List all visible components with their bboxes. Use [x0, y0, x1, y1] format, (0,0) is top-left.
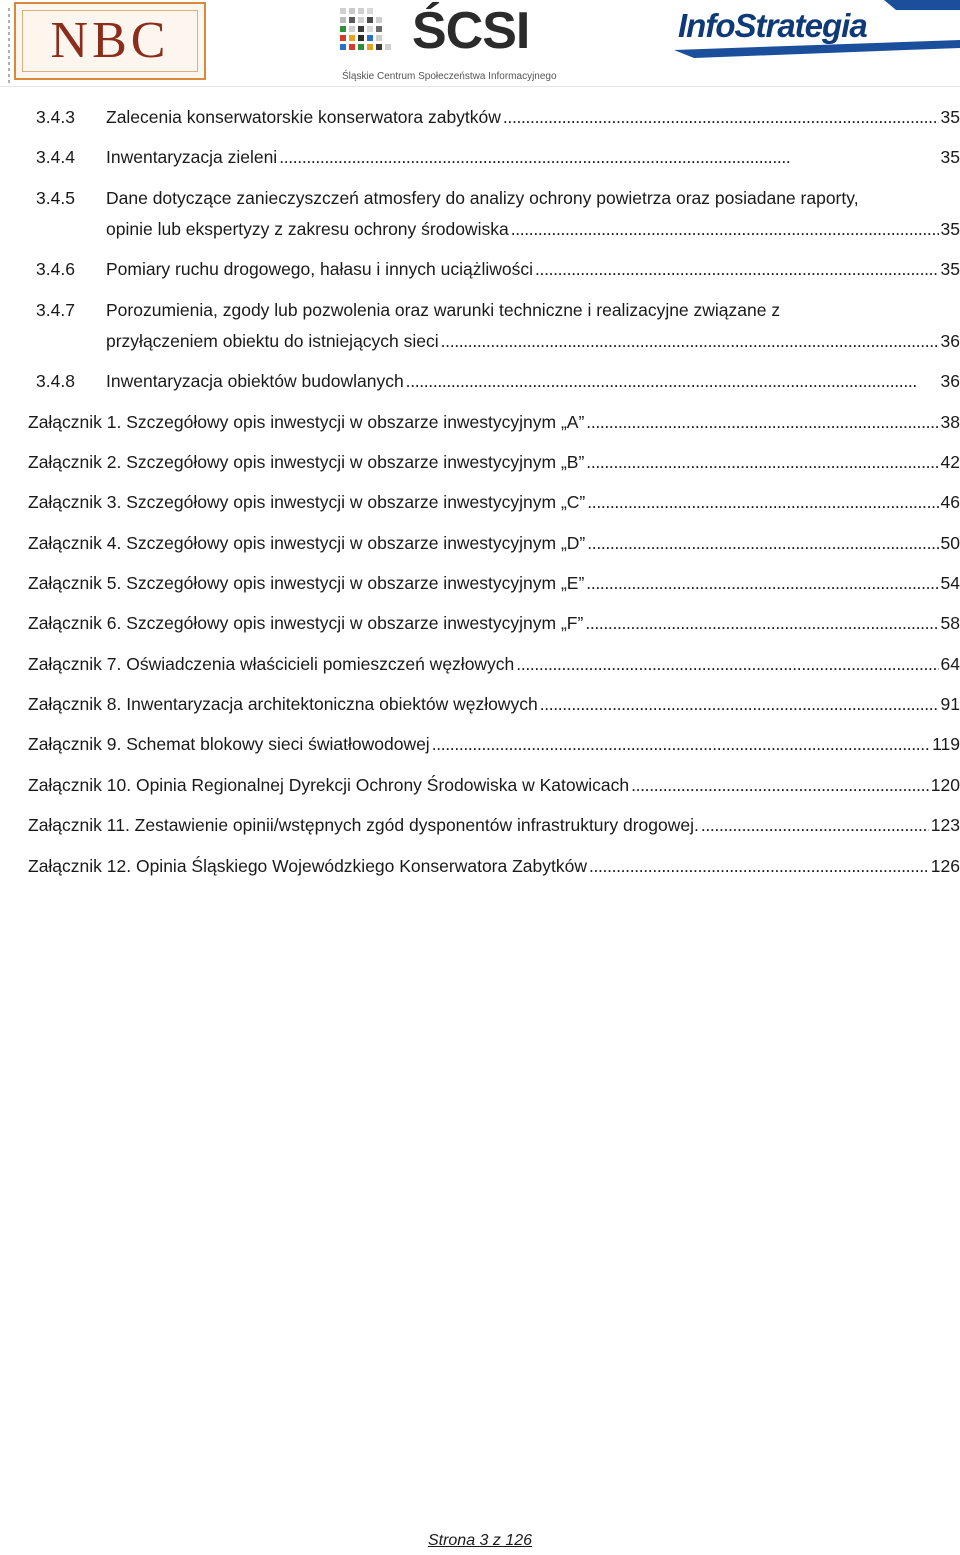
scsi-logo	[340, 4, 580, 86]
toc-leader-dots	[586, 407, 938, 438]
toc-entry-title: Pomiary ruchu drogowego, hałasu i innych uciążliwości	[106, 259, 534, 279]
scsi-logo-text: ŚCSI	[412, 2, 530, 60]
toc-annex-title: Załącznik 6. Szczegółowy opis inwestycji w obszarze inwestycyjnym „F”	[28, 613, 584, 633]
toc-annex-entry[interactable]	[28, 851, 960, 882]
toc-leader-dots	[432, 729, 930, 760]
toc-entry-page: 35	[940, 219, 960, 239]
infostrategia-logo-text: InfoStrategia	[678, 7, 867, 44]
toc-annex-page: 54	[940, 573, 960, 593]
toc-entry[interactable]	[36, 254, 960, 285]
toc-annex-entry[interactable]	[28, 770, 960, 801]
toc-annex-page: 126	[930, 856, 960, 876]
toc-annex-title: Załącznik 11. Zestawienie opinii/wstępnych zgód dysponentów infrastruktury drogowej.	[28, 815, 699, 835]
toc-leader-dots	[586, 568, 938, 599]
toc-entry-page: 35	[940, 259, 960, 279]
toc-annex-title: Załącznik 5. Szczegółowy opis inwestycji w obszarze inwestycyjnym „E”	[28, 573, 585, 593]
toc-entry-page: 36	[940, 331, 960, 351]
page-number-footer: Strona 3 z 126	[427, 1532, 533, 1549]
toc-leader-dots	[540, 689, 939, 720]
toc-entry-title: Inwentaryzacja obiektów budowlanych	[106, 371, 404, 391]
toc-entry-title-continued: opinie lub ekspertyzy z zakresu ochrony środowiska	[106, 219, 509, 239]
toc-annex-page: 91	[940, 694, 960, 714]
nbc-logo	[14, 2, 206, 80]
toc-entry[interactable]	[36, 142, 960, 173]
toc-annex-page: 120	[930, 775, 960, 795]
toc-entry-number: 3.4.5	[36, 188, 75, 208]
toc-annex-title: Załącznik 10. Opinia Regionalnej Dyrekcji Ochrony Środowiska w Katowicach	[28, 775, 630, 795]
toc-annex-page: 50	[940, 533, 960, 553]
scsi-logo-subtitle: Śląskie Centrum Społeczeństwa Informacyjnego	[342, 71, 557, 82]
header-divider	[0, 86, 960, 87]
toc-entry-number: 3.4.7	[36, 300, 75, 320]
toc-leader-dots	[535, 254, 939, 285]
toc-entry-number: 3.4.3	[36, 107, 75, 127]
toc-entry-title: Dane dotyczące zanieczyszczeń atmosfery do analizy ochrony powietrza oraz posiadane raporty,	[106, 188, 859, 208]
toc-annex-page: 64	[940, 654, 960, 674]
toc-annex-entry[interactable]	[28, 447, 960, 478]
toc-leader-dots	[511, 214, 939, 245]
toc-annex-entry[interactable]	[28, 810, 960, 841]
toc-leader-dots	[516, 649, 938, 680]
toc-annex-entry[interactable]	[28, 608, 960, 639]
toc-leader-dots	[406, 366, 939, 397]
toc-annex-title: Załącznik 4. Szczegółowy opis inwestycji w obszarze inwestycyjnym „D”	[28, 533, 586, 553]
toc-annex-page: 38	[940, 412, 960, 432]
toc-entry[interactable]	[36, 102, 960, 133]
toc-annex-entry[interactable]	[28, 568, 960, 599]
toc-leader-dots	[586, 447, 938, 478]
toc-annex-title: Załącznik 8. Inwentaryzacja architektoniczna obiektów węzłowych	[28, 694, 538, 714]
toc-annex-entry[interactable]	[28, 649, 960, 680]
toc-annex-entry[interactable]	[28, 689, 960, 720]
toc-entry-page: 35	[940, 107, 960, 127]
toc-annex-page: 46	[940, 492, 960, 512]
toc-annex-entry[interactable]	[28, 729, 960, 760]
toc-annex-page: 119	[932, 734, 960, 754]
nbc-logo-text: NBC	[50, 12, 170, 69]
toc-annex-page: 123	[930, 815, 960, 835]
toc-annex-title: Załącznik 2. Szczegółowy opis inwestycji w obszarze inwestycyjnym „B”	[28, 452, 585, 472]
toc-entry-number: 3.4.8	[36, 371, 75, 391]
toc-leader-dots	[701, 810, 929, 841]
toc-entry-number: 3.4.4	[36, 147, 75, 167]
toc-entry-title-continued: przyłączeniem obiektu do istniejących sieci	[106, 331, 439, 351]
toc-entry-page: 36	[940, 371, 960, 391]
toc-annex-title: Załącznik 1. Szczegółowy opis inwestycji w obszarze inwestycyjnym „A”	[28, 412, 585, 432]
toc-leader-dots	[585, 608, 938, 639]
toc-entry-number: 3.4.6	[36, 259, 75, 279]
toc-annex-title: Załącznik 3. Szczegółowy opis inwestycji w obszarze inwestycyjnym „C”	[28, 492, 586, 512]
toc-leader-dots	[631, 770, 929, 801]
toc-annex-page: 58	[940, 613, 960, 633]
toc-annex-title: Załącznik 9. Schemat blokowy sieci światłowodowej	[28, 734, 430, 754]
toc-annex-title: Załącznik 12. Opinia Śląskiego Wojewódzkiego Konserwatora Zabytków	[28, 856, 587, 876]
toc-leader-dots	[441, 326, 939, 357]
toc-entry-title: Zalecenia konserwatorskie konserwatora zabytków	[106, 107, 501, 127]
toc-leader-dots	[279, 142, 938, 173]
scsi-dot-grid-icon	[340, 4, 408, 60]
page-header	[0, 0, 960, 88]
toc-leader-dots	[587, 487, 938, 518]
toc-annex-entry[interactable]	[28, 487, 960, 518]
toc-entry-title: Porozumienia, zgody lub pozwolenia oraz warunki techniczne i realizacyjne związane z	[106, 300, 781, 320]
toc-entry[interactable]	[36, 295, 960, 357]
toc-annex-title: Załącznik 7. Oświadczenia właścicieli pomieszczeń węzłowych	[28, 654, 515, 674]
toc-annex-entry[interactable]	[28, 528, 960, 559]
toc-entry-page: 35	[940, 147, 960, 167]
toc-entry[interactable]	[36, 183, 960, 245]
toc-annex-page: 42	[940, 452, 960, 472]
toc-annex-entry[interactable]	[28, 407, 960, 438]
toc-leader-dots	[589, 851, 929, 882]
toc-leader-dots	[587, 528, 938, 559]
toc-entry[interactable]	[36, 366, 960, 397]
toc-leader-dots	[503, 102, 939, 133]
header-dotted-rule	[8, 8, 10, 84]
toc-entry-title: Inwentaryzacja zieleni	[106, 147, 278, 167]
infostrategia-logo	[634, 0, 960, 80]
